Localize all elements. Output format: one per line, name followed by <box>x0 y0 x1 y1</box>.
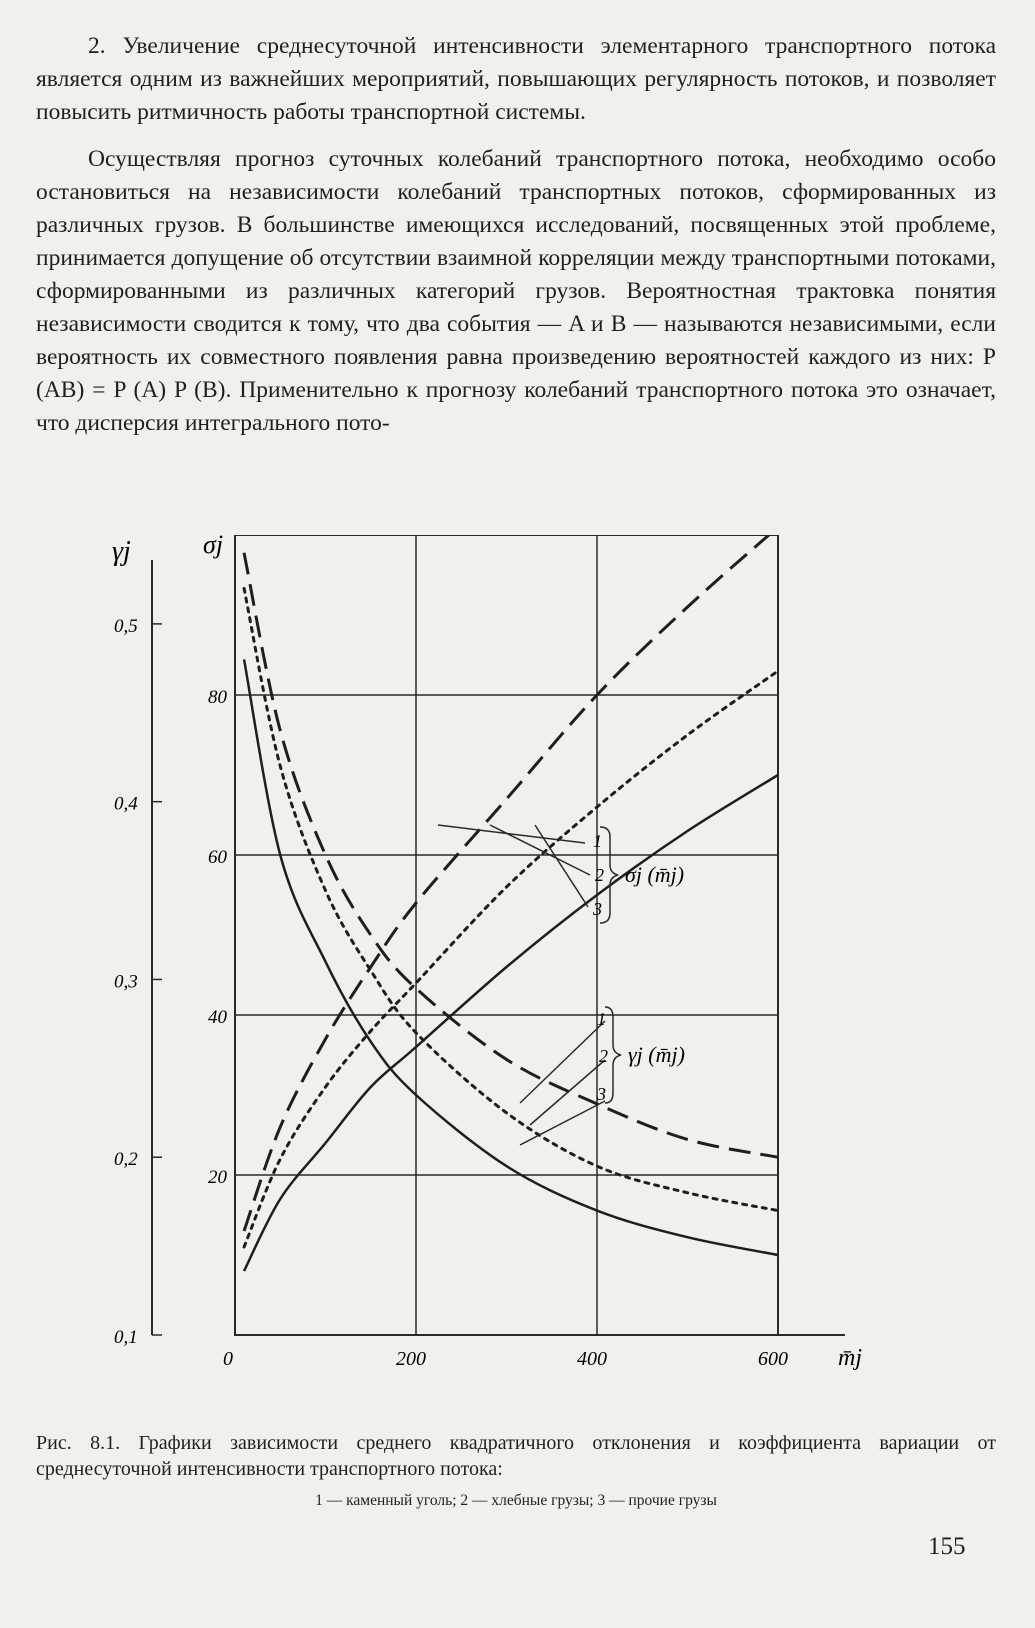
sigma-tick-label: 60 <box>208 847 227 868</box>
curve-number-sigma-1: 1 <box>593 831 602 851</box>
caption-main: Рис. 8.1. Графики зависимости среднего квадратичного отклонения и коэффициента вариации от среднесуточной интенсивности транспортного потока: <box>36 1432 996 1480</box>
x-tick-label: 600 <box>758 1348 788 1370</box>
x-axis-label: m̄j <box>838 1345 862 1371</box>
caption-legend: 1 — каменный уголь; 2 — хлебные грузы; 3 — прочие грузы <box>315 1492 717 1509</box>
paragraph-2: Осуществляя прогноз суточных колебаний транспортного потока, необходимо особо остановиться на независимости колебаний транспортных потоков, сформированных из различных грузов. В большинстве имеющихся исследований, посвященных этой проблеме, принимается допущение об отсутствии взаимной корреляции между транспортными потоками, сформированными из различных категорий грузов. Вероятностная трактовка понятия независимости сводится к тому, что два события — A и B — называются независимыми, если вероятность их совместного появления равна произведению вероятностей каждого из них: P (AB) = P (A) P (B). Применительно к прогнозу колебаний транспортного потока это означает, что дисперсия интегрального пото- <box>36 146 996 436</box>
figure-caption <box>36 1430 996 1514</box>
chart-svg <box>100 535 920 1425</box>
curves <box>244 535 778 1271</box>
x-tick-label: 0 <box>223 1348 233 1370</box>
sigma-axis-label: σj <box>203 535 224 559</box>
curve-number-gamma-2: 2 <box>599 1046 608 1066</box>
gamma-tick-label: 0,5 <box>114 615 138 637</box>
paragraph-1: 2. Увеличение среднесуточной интенсивности элементарного транспортного потока является одним из важнейших мероприятий, повышающих регулярность потоков, и позволяет повысить ритмичность работы транспортной системы. <box>36 33 996 125</box>
sigma-tick-label: 20 <box>208 1167 227 1188</box>
curve-number-gamma-1: 1 <box>597 1009 606 1029</box>
body-text <box>36 30 996 454</box>
gamma-curve-2 <box>244 588 778 1210</box>
gamma-tick-label: 0,3 <box>114 971 138 993</box>
sigma-ticks <box>208 687 228 1188</box>
curve-number-gamma-3: 3 <box>597 1084 606 1104</box>
plot-frame <box>235 535 778 1335</box>
curve-number-sigma-3: 3 <box>593 899 602 919</box>
gamma-curve-3 <box>244 659 778 1255</box>
sigma-tick-label: 40 <box>208 1007 227 1028</box>
gamma-tick-label: 0,2 <box>114 1149 138 1171</box>
curve-leaders <box>438 825 621 1145</box>
x-tick-label: 200 <box>396 1348 426 1370</box>
sigma-group-label: σj (m̄j) <box>625 862 685 887</box>
gamma-tick-label: 0,1 <box>114 1327 138 1348</box>
curve-number-sigma-2: 2 <box>595 865 604 885</box>
gamma-axis-label: γj <box>112 536 131 567</box>
gamma-ticks <box>114 616 162 1348</box>
sigma-curve-1 <box>244 535 778 1231</box>
sigma-tick-label: 80 <box>208 687 227 708</box>
x-tick-label: 400 <box>577 1348 607 1370</box>
gamma-tick-label: 0,4 <box>114 793 138 815</box>
page-number: 155 <box>928 1533 966 1560</box>
figure-8-1 <box>100 535 920 1425</box>
grid-lines <box>235 535 778 1335</box>
x-ticks <box>223 1348 788 1370</box>
gamma-group-label: γj (m̄j) <box>628 1042 685 1067</box>
